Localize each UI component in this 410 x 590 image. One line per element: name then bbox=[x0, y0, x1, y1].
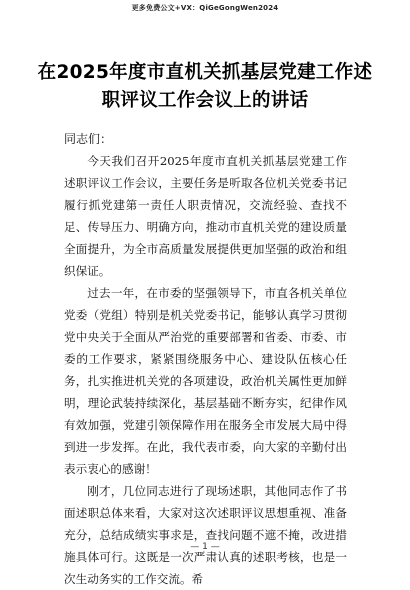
title-line-2: 职评议工作会议上的讲话 bbox=[101, 90, 309, 111]
document-body bbox=[64, 150, 347, 590]
salutation: 同志们： bbox=[64, 132, 113, 146]
paragraph-3: 刚才，几位同志进行了现场述职，其他同志作了书面述职总体来看，大家对这次述职评议思想重视、准备充分，总结成绩实事求是，查找问题不遮不掩，改进措施具体可行。这既是一次严肃认真的述职考核，也是一次生动务实的工作交流。希 bbox=[64, 484, 347, 586]
page-number: — 1 — bbox=[190, 542, 220, 552]
paragraph-1: 今天我们召开2025年度市直机关抓基层党建工作述职评议工作会议，主要任务是听取各位机关党委书记履行抓党建第一责任人职责情况，交流经验、查找不足、传导压力、明确方向，推动市直机关党的建设质量全面提升，为全市高质量发展提供更加坚强的政治和组织保证。 bbox=[64, 154, 347, 278]
paragraph-2: 过去一年，在市委的坚强领导下，市直各机关单位党委（党组）特别是机关党委书记，能够认真学习贯彻党中央关于全面从严治党的重要部署和省委、市委、市委的工作要求，紧紧围绕服务中心、建设队伍核心任务，扎实推进机关党的各项建设，政治机关属性更加鲜明，理论武装持续深化，基层基础不断夯实，纪律作风有效加强，党建引领保障作用在服务全市发展大局中得到进一步发挥。在此，我代表市委，向大家的辛勤付出表示衷心的感谢！ bbox=[64, 286, 347, 476]
document-title bbox=[0, 59, 410, 115]
header-note: 更多免费公文+VX：QiGeGongWen2024 bbox=[131, 4, 279, 12]
title-line-1: 在2025年度市直机关抓基层党建工作述 bbox=[37, 62, 373, 83]
